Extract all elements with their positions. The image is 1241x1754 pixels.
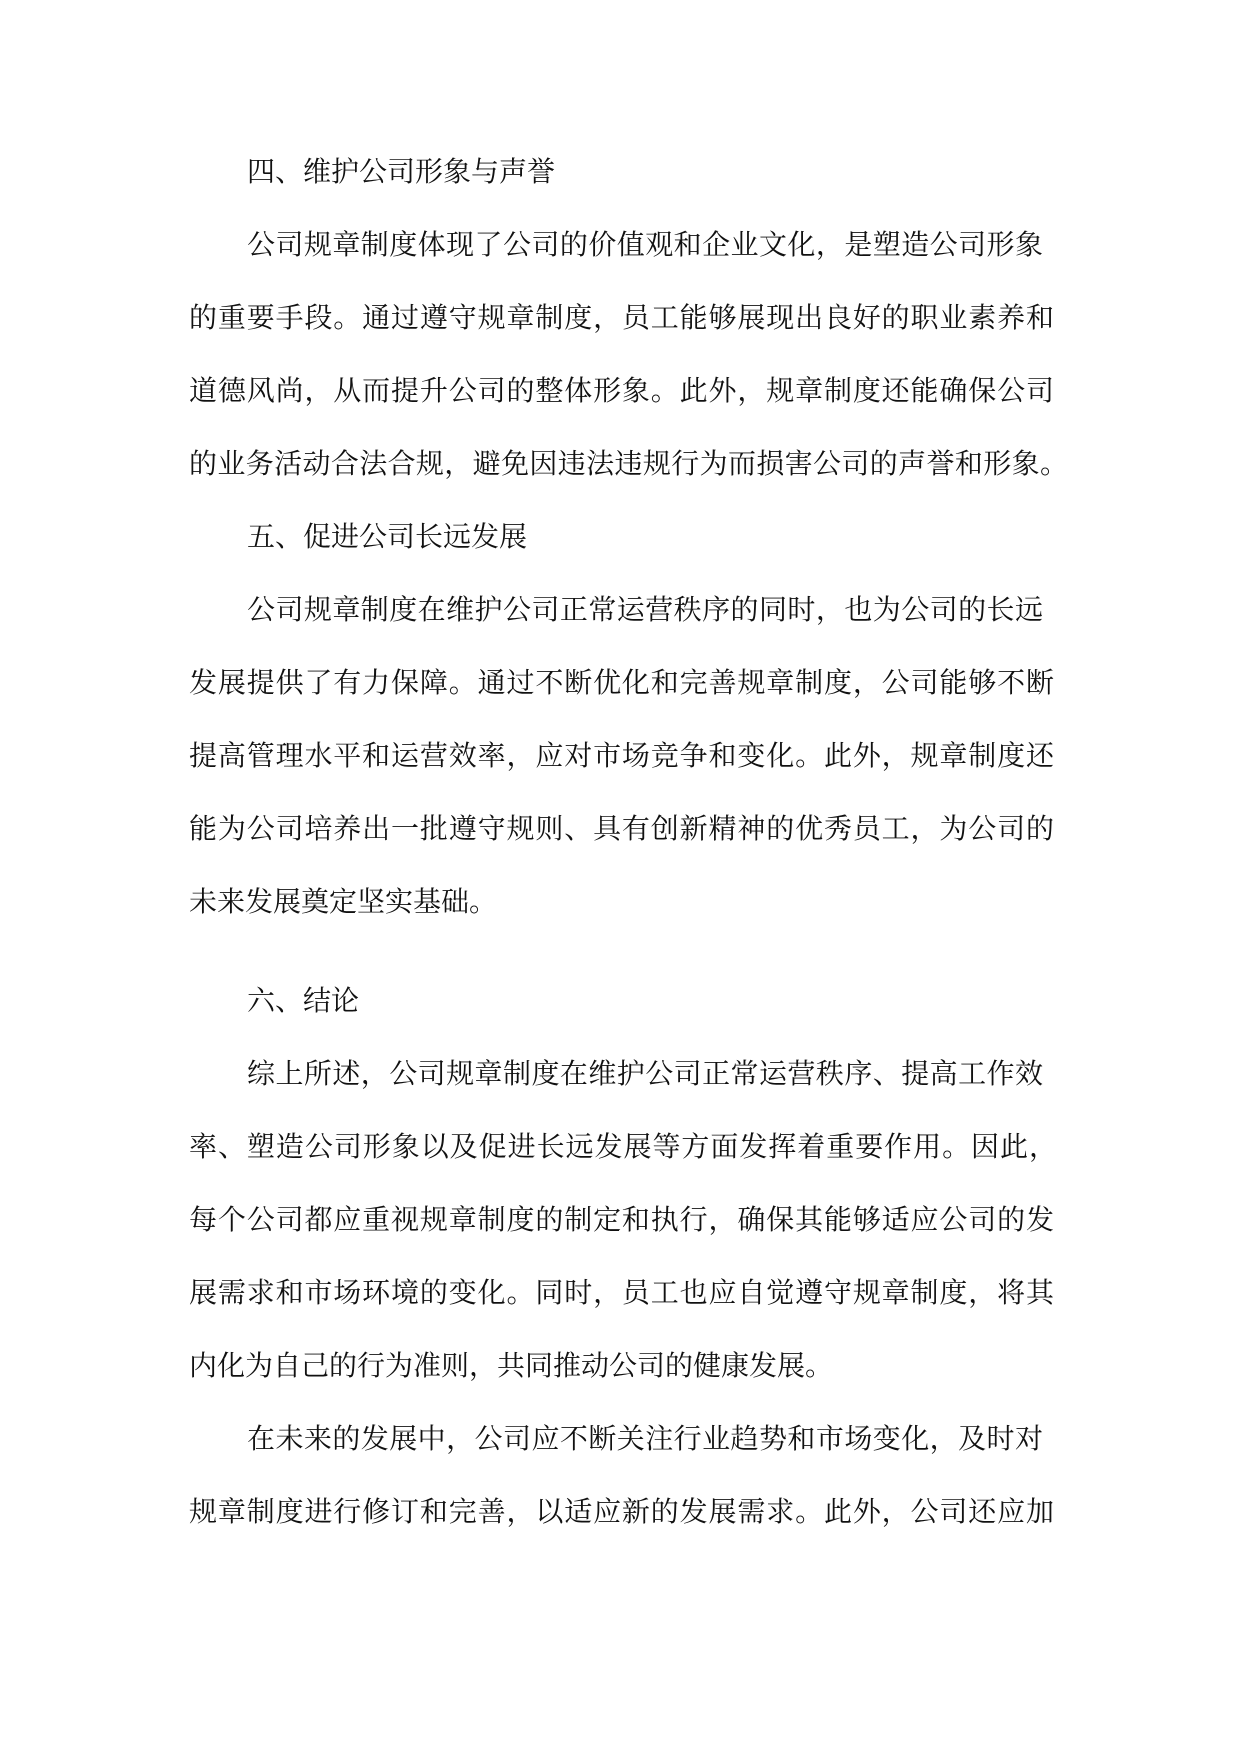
paragraph-line: 公司规章制度在维护公司正常运营秩序的同时，也为公司的长远 — [247, 593, 1043, 626]
paragraph-line: 公司规章制度体现了公司的价值观和企业文化，是塑造公司形象 — [247, 228, 1043, 261]
paragraph-line: 能为公司培养出一批遵守规则、具有创新精神的优秀员工，为公司的 — [189, 812, 1054, 845]
paragraph-line: 在未来的发展中，公司应不断关注行业趋势和市场变化，及时对 — [247, 1422, 1043, 1455]
paragraph-line: 规章制度进行修订和完善，以适应新的发展需求。此外，公司还应加 — [189, 1495, 1054, 1528]
paragraph-line: 提高管理水平和运营效率，应对市场竞争和变化。此外，规章制度还 — [189, 739, 1054, 772]
paragraph-line: 内化为自己的行为准则，共同推动公司的健康发展。 — [189, 1349, 834, 1382]
paragraph-line: 的重要手段。通过遵守规章制度，员工能够展现出良好的职业素养和 — [189, 301, 1054, 334]
paragraph-line: 的业务活动合法合规，避免因违法违规行为而损害公司的声誉和形象。 — [189, 447, 1068, 480]
paragraph-line: 道德风尚，从而提升公司的整体形象。此外，规章制度还能确保公司 — [189, 374, 1054, 407]
paragraph-line: 展需求和市场环境的变化。同时，员工也应自觉遵守规章制度，将其 — [189, 1276, 1054, 1309]
paragraph-line: 发展提供了有力保障。通过不断优化和完善规章制度，公司能够不断 — [189, 666, 1054, 699]
paragraph-line: 未来发展奠定坚实基础。 — [189, 885, 498, 918]
paragraph-line: 综上所述，公司规章制度在维护公司正常运营秩序、提高工作效 — [247, 1057, 1043, 1090]
paragraph-line: 率、塑造公司形象以及促进长远发展等方面发挥着重要作用。因此， — [189, 1130, 1057, 1163]
section-heading-5: 五、促进公司长远发展 — [247, 520, 528, 553]
section-heading-4: 四、维护公司形象与声誉 — [247, 155, 556, 188]
section-heading-6: 六、结论 — [247, 984, 360, 1017]
paragraph-line: 每个公司都应重视规章制度的制定和执行，确保其能够适应公司的发 — [189, 1203, 1054, 1236]
